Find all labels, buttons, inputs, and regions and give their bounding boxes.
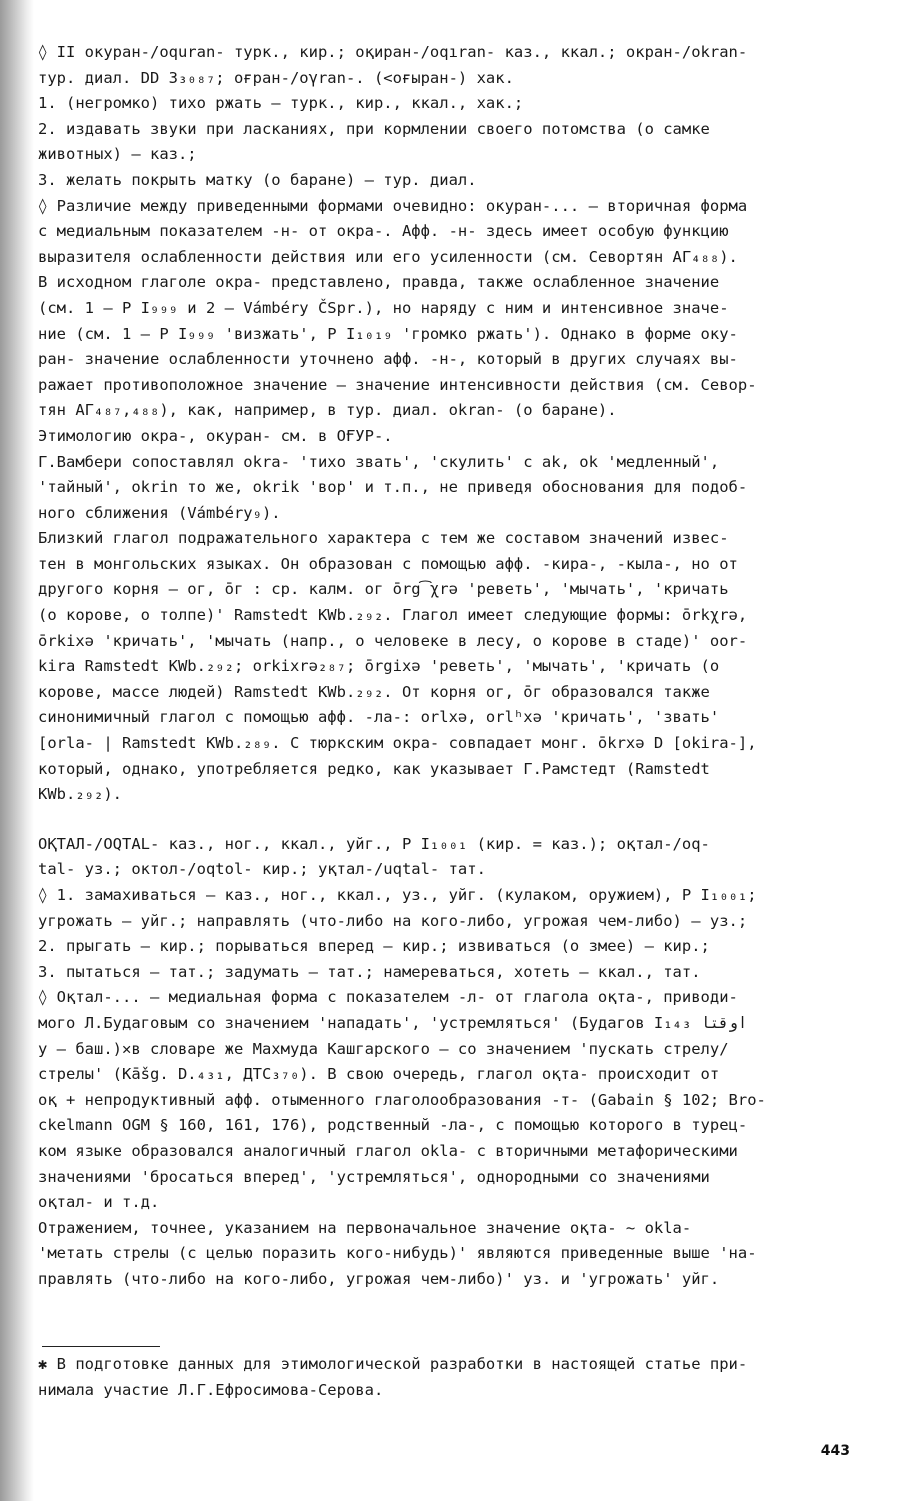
text-line: значениями 'бросаться вперед', 'устремляться', однородными со значениями bbox=[38, 1167, 710, 1186]
text-line: KWb.₂₉₂). bbox=[38, 785, 122, 804]
text-line: Этимологию окра-, окуран- см. в ОҒУР-. bbox=[38, 426, 393, 445]
footnote-line: ✱ В подготовке данных для этимологической разработки в настоящей статье при- bbox=[38, 1355, 748, 1373]
paragraph-gap bbox=[38, 808, 858, 832]
paragraph bbox=[38, 91, 858, 117]
paragraph bbox=[38, 883, 858, 934]
text-line: ком языке образовался аналогичный глагол okla- с вторичными метафорическими bbox=[38, 1141, 738, 1160]
paragraph bbox=[38, 117, 858, 168]
text-line: тян АГ₄₈₇,₄₈₈), как, например, в тур. диал. okran- (о баране). bbox=[38, 401, 617, 420]
text-line: животных) – каз.; bbox=[38, 145, 197, 164]
text-line: [orla- | Ramstedt KWb.₂₈₉. С тюркским окра- совпадает монг. ōkrxə D [okira-], bbox=[38, 734, 757, 753]
text-line: ◊ Оқтал-... – медиальная форма с показателем -л- от глагола оқта-, приводи- bbox=[38, 988, 738, 1007]
text-line: тен в монгольских языках. Он образован с помощью афф. -кира-, -кыла-, но от bbox=[38, 554, 738, 573]
text-line: ōrkixə 'кричать', 'мычать (напр., о человеке в лесу, о корове в стаде)' oor- bbox=[38, 631, 748, 650]
footnote-divider bbox=[42, 1346, 160, 1347]
text-line: выразителя ослабленности действия или его усиленности (см. Севортян АГ₄₈₈). bbox=[38, 247, 738, 266]
paragraph bbox=[38, 934, 858, 960]
text-line: с медиальным показателем -н- от окра-. Афф. -н- здесь имеет особую функцию bbox=[38, 222, 729, 241]
text-line: ckelmann OGM § 160, 161, 176), родственный -ла-, с помощью которого в турец- bbox=[38, 1116, 748, 1135]
text-line: стрелы' (Kāšg. D.₄₃₁, ДТС₃₇₀). В свою очередь, глагол оқта- происходит от bbox=[38, 1065, 720, 1084]
text-line: ного сближения (Vámbéry₉). bbox=[38, 503, 281, 522]
paragraph bbox=[38, 960, 858, 986]
text-line: у – баш.)✕в словаре же Махмуда Кашгарского – со значением 'пускать стрелу/ bbox=[38, 1039, 729, 1058]
text-line: угрожать – уйг.; направлять (что-либо на кого-либо, угрожая чем-либо) – уз.; bbox=[38, 911, 748, 930]
text-line: синонимичный глагол с помощью афф. -ла-: orlxə, orlʰxə 'кричать', 'звать' bbox=[38, 708, 720, 727]
text-line: ◊ Различие между приведенными формами очевидно: окуран-... – вторичная форма bbox=[38, 196, 748, 215]
article-body bbox=[38, 40, 858, 1293]
scan-edge-shadow bbox=[0, 0, 34, 1501]
paragraph bbox=[38, 832, 858, 883]
text-line: 'метать стрелы (с целью поразить кого-нибудь)' являются приведенные выше 'на- bbox=[38, 1244, 757, 1263]
text-line: Г.Вамбери сопоставлял okra- 'тихо звать', 'скулить' с ak, ok 'медленный', bbox=[38, 452, 720, 471]
text-line: ◊ II окуран-/oquran- турк., кир.; оқиран-/oqıran- каз., ккал.; окран-/okran- bbox=[38, 43, 748, 61]
text-line: Близкий глагол подражательного характера с тем же составом значений извес- bbox=[38, 529, 729, 548]
paragraph bbox=[38, 40, 858, 91]
text-line: 3. желать покрыть матку (о баране) – тур. диал. bbox=[38, 170, 477, 189]
footnote-line: нимала участие Л.Г.Ефросимова-Серова. bbox=[38, 1380, 384, 1399]
paragraph bbox=[38, 985, 858, 1215]
text-line: другого корня – ог, ōг : ср. калм. ог ōrg͡χrə 'реветь', 'мычать', 'кричать bbox=[38, 580, 729, 599]
text-line: корове, массе людей) Ramstedt KWb.₂₉₂. От корня ог, ōг образовался также bbox=[38, 682, 710, 701]
text-line: 1. (негромко) тихо ржать – турк., кир., ккал., хак.; bbox=[38, 94, 524, 113]
paragraph bbox=[38, 168, 858, 194]
paragraph bbox=[38, 526, 858, 808]
paragraph bbox=[38, 194, 858, 424]
text-line: (см. 1 – Р I₉₉₉ и 2 – Vámbéry ČSpr.), но наряду с ним и интенсивное значе- bbox=[38, 298, 729, 317]
text-line: ◊ 1. замахиваться – каз., ног., ккал., уз., уйг. (кулаком, оружием), Р I₁₀₀₁; bbox=[38, 886, 757, 904]
text-line: правлять (что-либо на кого-либо, угрожая чем-либо)' уз. и 'угрожать' уйг. bbox=[38, 1269, 720, 1288]
text-line: (о корове, о толпе)' Ramstedt KWb.₂₉₂. Глагол имеет следующие формы: ōrkχrə, bbox=[38, 606, 748, 625]
text-line: tal- уз.; октол-/oqtol- кир.; уқтал-/uqtal- тат. bbox=[38, 860, 486, 879]
text-line: ран- значение ослабленности уточнено афф. -н-, который в других случаях вы- bbox=[38, 350, 738, 369]
text-line: 2. прыгать – кир.; порываться вперед – кир.; извиваться (о змее) – кир.; bbox=[38, 937, 710, 956]
text-line: ражает противоположное значение – значение интенсивности действия (см. Севор- bbox=[38, 375, 757, 394]
text-line: 3. пытаться – тат.; задумать – тат.; намереваться, хотеть – ккал., тат. bbox=[38, 962, 701, 981]
text-line: В исходном глаголе окра- представлено, правда, также ослабленное значение bbox=[38, 273, 720, 292]
text-line: оқ + непродуктивный афф. отыменного глаголообразования -т- (Gabain § 102; Bro- bbox=[38, 1090, 766, 1109]
text-line: Отражением, точнее, указанием на первоначальное значение оқта- ~ okla- bbox=[38, 1218, 692, 1237]
text-line: ние (см. 1 – Р I₉₉₉ 'визжать', Р I₁₀₁₉ 'громко ржать'). Однако в форме оку- bbox=[38, 324, 738, 343]
paragraph bbox=[38, 450, 858, 527]
text-line: 2. издавать звуки при ласканиях, при кормлении своего потомства (о самке bbox=[38, 119, 710, 138]
footnote bbox=[38, 1352, 858, 1403]
paragraph bbox=[38, 424, 858, 450]
text-line: 'тайный', okrin то же, okrik 'вор' и т.п., не приведя обоснования для подоб- bbox=[38, 478, 748, 497]
text-line: оқтал- и т.д. bbox=[38, 1193, 160, 1212]
text-line: ОҚТАЛ-/OQTAL- каз., ног., ккал., уйг., Р I₁₀₀₁ (кир. = каз.); оқтал-/oq- bbox=[38, 834, 710, 853]
text-line: который, однако, употребляется редко, как указывает Г.Рамстедт (Ramstedt bbox=[38, 759, 710, 778]
page-number: 443 bbox=[820, 1443, 850, 1459]
text-line: мого Л.Будаговым со значением 'нападать', 'устремляться' (Будагов I₁₄₃ اوقتا bbox=[38, 1013, 748, 1032]
text-line: тур. диал. DD 3₃₀₈₇; оғран-/oγran-. (<оғыран-) хак. bbox=[38, 68, 514, 87]
text-line: kira Ramstedt KWb.₂₉₂; orkixrə₂₈₇; ōrgixə 'реветь', 'мычать', 'кричать (о bbox=[38, 657, 720, 676]
paragraph bbox=[38, 1216, 858, 1293]
